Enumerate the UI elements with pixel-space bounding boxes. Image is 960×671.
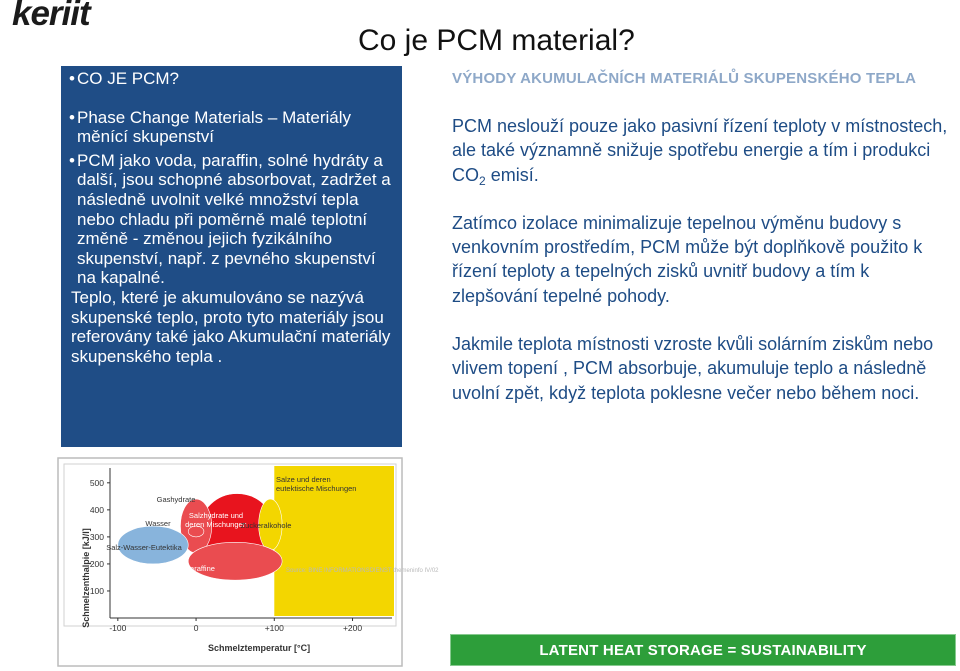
chart-y-label: Schmelzenthalpie [kJ/l]: [81, 528, 91, 628]
y-tick-label: 100: [89, 585, 104, 596]
region-label-line: Salze und deren: [276, 475, 331, 484]
right-paragraph-2: Zatímco izolace minimalizuje tepelnou výměnu budovy s venkovním prostředím, PCM může být doplňkově použito k řízení teploty a tepelných zisků uvnitř budovy a tím k zlepšování tepelné pohody.: [452, 212, 923, 306]
logo: [0, 0, 128, 36]
y-tick-label: 400: [89, 504, 104, 515]
page-title: Co je PCM material?: [358, 24, 635, 57]
right-paragraph-1: [452, 114, 952, 187]
region-label: [106, 543, 182, 552]
region-label-line: Salzhydrate und: [188, 511, 244, 520]
chart-source-note: [286, 568, 439, 574]
y-tick-label: 500: [89, 477, 104, 488]
co2-subscript: 2: [479, 173, 486, 188]
left-panel-paragraph-3: Teplo, které je akumulováno se nazývá skupenské teplo, proto tyto materiály jsou referovány také jako Akumulační materiály skupenského tepla .: [71, 287, 391, 366]
chart-x-label: Schmelztemperatur [°C]: [208, 643, 311, 653]
x-tick-label: 0: [193, 623, 199, 633]
right-column: [452, 114, 952, 405]
sustainability-banner: LATENT HEAT STORAGE = SUSTAINABILITY: [450, 634, 956, 666]
x-tick-label: +100: [264, 623, 284, 633]
region-label: [185, 511, 247, 529]
right-paragraph-3: Jakmile teplota místnosti vzroste kvůli solárním ziskům nebo vlivem topení , PCM absorbuje, akumuluje teplo a následně uvolní zpět, když teplota poklesne večer nebo během noci.: [452, 334, 934, 403]
region-label: [241, 521, 292, 530]
left-panel: [61, 66, 402, 447]
region-label: [157, 495, 196, 504]
region-label-line: eutektische Mischungen: [276, 484, 357, 493]
y-tick-label: 200: [89, 558, 104, 569]
region-label-line: Gashydrate: [156, 495, 196, 504]
left-panel-paragraph-1: • Phase Change Materials – Materiály měnící skupenství: [71, 108, 394, 147]
region-label-line: Paraffine: [185, 564, 215, 573]
region-label-line: Salz-Wasser-Eutektika: [106, 543, 182, 552]
region-label-line: Wasser: [145, 519, 171, 528]
region-label-line: Zuckeralkohole: [240, 521, 292, 530]
x-tick-label: -100: [109, 623, 127, 633]
left-panel-paragraph-2: • PCM jako voda, paraffin, solné hydráty a další, jsou schopné absorbovat, zadržet a následně uvolnit velké množství tepla nebo chladu při poměrně malé teplotní změně - změnou jejich fyzikálního skupenství, např. z pevného skupenství na kapalné.: [71, 151, 394, 288]
y-tick-label: 300: [89, 531, 104, 542]
region-label-line: deren Mischungen: [185, 520, 247, 529]
section-subtitle: VÝHODY AKUMULAČNÍCH MATERIÁLŮ SKUPENSKÉHO TEPLA: [452, 70, 917, 87]
left-panel-heading: • CO JE PCM?: [71, 69, 394, 89]
pcm-chart: [58, 458, 439, 666]
pcm-chart-svg: [58, 458, 439, 666]
logo-text: keriit: [12, 0, 90, 33]
region-paraffine: [188, 542, 282, 580]
right-paragraph-1-text: PCM neslouží pouze jako pasivní řízení teploty v místnostech, ale také významně snižuje spotřebu energie a tím i produkci CO: [452, 116, 948, 185]
chart-source-line-1: Source: BINE INFORMATIONSDIENST themeninfo IV/02: [286, 568, 439, 574]
x-tick-label: +200: [342, 623, 363, 633]
region-label: [145, 519, 171, 528]
right-paragraph-1-end: emisí.: [485, 164, 539, 185]
region-label: [185, 564, 215, 573]
